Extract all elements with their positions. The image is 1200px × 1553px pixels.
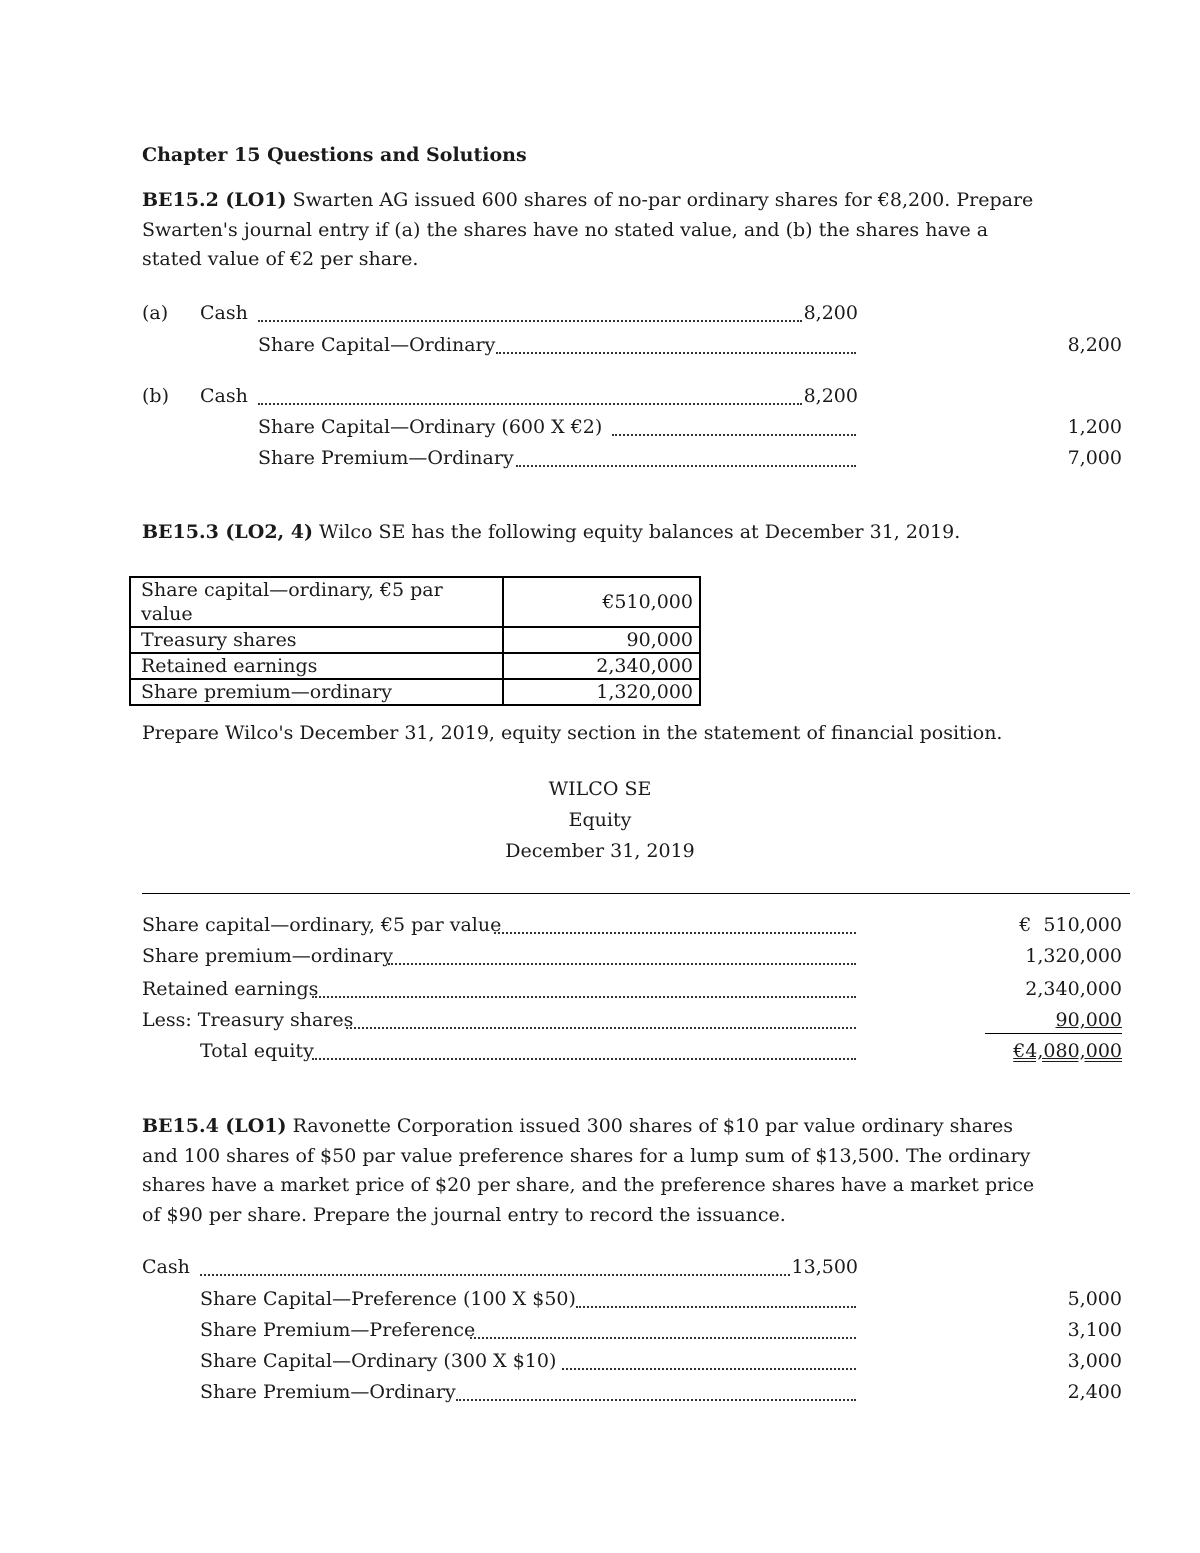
be154-credit-amount: 2,400 <box>1067 1381 1122 1403</box>
be152-b-debit-account: Cash <box>200 385 248 407</box>
be152-b-credit1-amount: 1,200 <box>1067 416 1122 438</box>
be154-heading: BE15.4 (LO1) <box>142 1115 287 1137</box>
equity-line-amount: € 510,000 <box>1019 914 1122 936</box>
equity-line-label: Retained earnings <box>142 978 319 1000</box>
leader-dots <box>388 951 856 965</box>
table-cell-name: Share capital—ordinary, €5 par value <box>130 577 503 627</box>
table-cell-value: 2,340,000 <box>503 653 700 679</box>
be154-credit-account: Share Capital—Preference (100 X $50) <box>200 1288 576 1310</box>
statement-company: WILCO SE <box>548 778 652 800</box>
page-title: Chapter 15 Questions and Solutions <box>142 144 527 166</box>
statement-title: Equity <box>568 809 632 831</box>
be154-credit-amount: 5,000 <box>1067 1288 1122 1310</box>
be152-a-debit-account: Cash <box>200 302 248 324</box>
leader-dots <box>496 340 856 354</box>
leader-dots <box>456 1387 856 1401</box>
be153-prompt: Prepare Wilco's December 31, 2019, equity section in the statement of financial position. <box>142 722 1003 744</box>
statement-date: December 31, 2019 <box>505 840 695 862</box>
be154-credit-amount: 3,000 <box>1067 1350 1122 1372</box>
leader-dots <box>312 984 856 998</box>
be152-text: Swarten AG issued 600 shares of no-par ordinary shares for €8,200. Prepare Swarten's journal entry if (a) the shares have no stated value, and (b) the shares have a stated value of €2 per share. <box>142 189 1034 270</box>
be154-credit-account: Share Premium—Ordinary <box>200 1381 456 1403</box>
table-row <box>130 653 700 679</box>
equity-line-amount: 90,000 <box>1055 1009 1122 1031</box>
table-cell-name: Share premium—ordinary <box>130 679 503 705</box>
table-cell-name: Retained earnings <box>130 653 503 679</box>
be152-b-label: (b) <box>142 385 169 407</box>
be152-a-credit-account: Share Capital—Ordinary <box>258 334 496 356</box>
equity-total-amount: €4,080,000 <box>1013 1040 1122 1062</box>
be152-b-credit2-account: Share Premium—Ordinary <box>258 447 514 469</box>
table-cell-value: €510,000 <box>503 577 700 627</box>
equity-balances-table <box>129 576 701 706</box>
be154-credit-account: Share Premium—Preference <box>200 1319 476 1341</box>
leader-dots <box>312 1046 856 1060</box>
be152-a-debit-amount: 8,200 <box>803 302 858 324</box>
leader-dots <box>258 391 802 405</box>
table-row <box>130 627 700 653</box>
be153-heading: BE15.3 (LO2, 4) <box>142 521 313 543</box>
be154-debit-account: Cash <box>142 1256 190 1278</box>
be154-text: Ravonette Corporation issued 300 shares of $10 par value ordinary shares and 100 shares of $50 par value preference shares for a lump sum of $13,500. The ordinary shares have a market price of $20 per share, and the preference shares have a market price of $90 per share. Prepare the journal entry to record the issuance. <box>142 1115 1035 1226</box>
leader-dots <box>346 1015 856 1029</box>
leader-dots <box>612 422 856 436</box>
be152-b-debit-amount: 8,200 <box>803 385 858 407</box>
equity-line-label: Share premium—ordinary <box>142 945 393 967</box>
leader-dots <box>200 1262 790 1276</box>
be154-credit-amount: 3,100 <box>1067 1319 1122 1341</box>
be153-question <box>142 521 960 545</box>
be153-text: Wilco SE has the following equity balances at December 31, 2019. <box>313 521 961 543</box>
equity-line-amount: 2,340,000 <box>1025 978 1122 1000</box>
be152-question <box>142 186 1042 275</box>
table-cell-value: 90,000 <box>503 627 700 653</box>
table-cell-name: Treasury shares <box>130 627 503 653</box>
table-cell-value: 1,320,000 <box>503 679 700 705</box>
table-row <box>130 577 700 627</box>
be152-a-label: (a) <box>142 302 169 324</box>
be152-heading: BE15.2 (LO1) <box>142 189 287 211</box>
leader-dots <box>562 1356 856 1370</box>
be152-a-credit-amount: 8,200 <box>1067 334 1122 356</box>
equity-line-label: Less: Treasury shares <box>142 1009 354 1031</box>
leader-dots <box>494 920 856 934</box>
be154-question <box>142 1112 1042 1230</box>
equity-total-label: Total equity <box>200 1040 314 1062</box>
leader-dots <box>516 453 856 467</box>
equity-line-amount: 1,320,000 <box>1025 945 1122 967</box>
be152-b-credit1-account: Share Capital—Ordinary (600 X €2) <box>258 416 603 438</box>
leader-dots <box>576 1294 856 1308</box>
leader-dots <box>258 308 802 322</box>
be154-debit-amount: 13,500 <box>791 1256 858 1278</box>
table-row <box>130 679 700 705</box>
be152-b-credit2-amount: 7,000 <box>1067 447 1122 469</box>
be154-credit-account: Share Capital—Ordinary (300 X $10) <box>200 1350 557 1372</box>
underline-rule <box>985 1033 1122 1034</box>
leader-dots <box>470 1325 856 1339</box>
header-rule <box>142 893 1130 894</box>
equity-line-label: Share capital—ordinary, €5 par value <box>142 914 502 936</box>
